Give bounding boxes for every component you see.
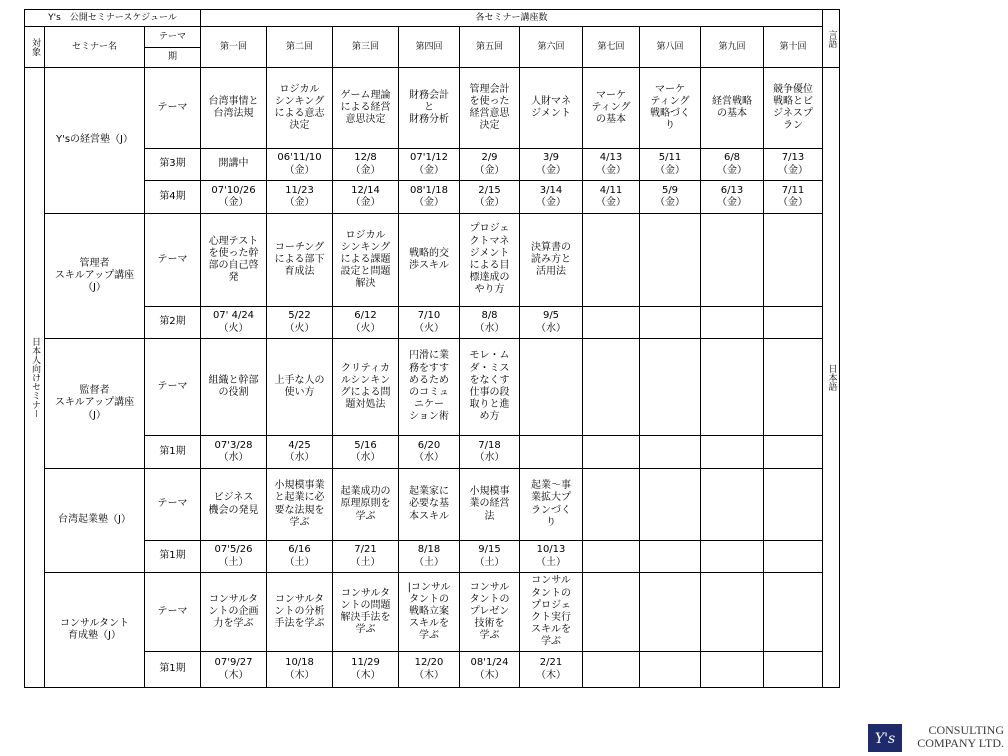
- date-cell: [764, 652, 823, 688]
- theme-row: [25, 68, 840, 149]
- theme-cell: モレ・ム ダ・ミス をなくす 仕事の段 取りと進 め方: [460, 339, 520, 436]
- logo-text: CONSULTING COMPANY LTD.: [917, 723, 1004, 750]
- theme-cell: [640, 469, 701, 541]
- theme-cell: 小規模事業 と起業に必 要な法規を 学ぶ: [267, 469, 333, 541]
- date-cell: [640, 307, 701, 339]
- theme-cell: コンサル タントの プレゼン 技術を 学ぶ: [460, 573, 520, 652]
- date-cell: 07'3/28 （水）: [201, 436, 267, 469]
- date-cell: [701, 436, 764, 469]
- session-header: 第三回: [333, 27, 399, 68]
- theme-cell: コンサル タントの プロジェ クト実行 スキルを 学ぶ: [520, 573, 583, 652]
- theme-header: テーマ: [145, 27, 201, 48]
- date-cell: 5/9 （金）: [640, 181, 701, 214]
- date-cell: 8/8 （水）: [460, 307, 520, 339]
- term-label: 第1期: [145, 541, 201, 573]
- date-cell: [640, 652, 701, 688]
- session-header: 第十回: [764, 27, 823, 68]
- date-cell: 7/11 （金）: [764, 181, 823, 214]
- session-header: 第二回: [267, 27, 333, 68]
- date-cell: 07'9/27 （木）: [201, 652, 267, 688]
- date-cell: 2/15 （金）: [460, 181, 520, 214]
- date-cell: [640, 541, 701, 573]
- term-header: 期: [145, 48, 201, 68]
- theme-cell: ビジネス 機会の発見: [201, 469, 267, 541]
- date-cell: 5/16 （水）: [333, 436, 399, 469]
- date-cell: [583, 652, 640, 688]
- date-cell: [583, 541, 640, 573]
- theme-cell: |コンサル タントの 戦略立案 スキルを 学ぶ: [399, 573, 460, 652]
- date-cell: 8/18 （土）: [399, 541, 460, 573]
- seminar-name: 管理者 スキルアップ講座 （J）: [45, 214, 145, 339]
- session-count-header: 各セミナー講座数: [201, 10, 823, 27]
- session-header: 第四回: [399, 27, 460, 68]
- term-label: 第3期: [145, 149, 201, 181]
- date-cell: 2/21 （木）: [520, 652, 583, 688]
- theme-cell: コンサルタ ントの問題 解決手法を 学ぶ: [333, 573, 399, 652]
- date-cell: 4/13 （金）: [583, 149, 640, 181]
- date-cell: [640, 436, 701, 469]
- date-cell: 07'1/12 （金）: [399, 149, 460, 181]
- theme-label: テーマ: [145, 339, 201, 436]
- theme-cell: 競争優位 戦略とビ ジネスプ ラン: [764, 68, 823, 149]
- session-header: 第七回: [583, 27, 640, 68]
- date-cell: 11/29 （木）: [333, 652, 399, 688]
- date-cell: [764, 436, 823, 469]
- theme-cell: [520, 339, 583, 436]
- session-header: 第八回: [640, 27, 701, 68]
- date-cell: 9/15 （土）: [460, 541, 520, 573]
- date-cell: 08'1/18 （金）: [399, 181, 460, 214]
- header-row-1: [25, 10, 840, 27]
- theme-cell: 小規模事 業の経営 法: [460, 469, 520, 541]
- date-cell: 7/18 （水）: [460, 436, 520, 469]
- theme-label: テーマ: [145, 469, 201, 541]
- session-header: 第六回: [520, 27, 583, 68]
- seminar-name: 監督者 スキルアップ講座 （J）: [45, 339, 145, 469]
- session-header: 第五回: [460, 27, 520, 68]
- seminar-name: 台湾起業塾（J）: [45, 469, 145, 573]
- date-cell: 10/18 （木）: [267, 652, 333, 688]
- theme-cell: 起業～事 業拡大プ ランづく り: [520, 469, 583, 541]
- theme-cell: [701, 339, 764, 436]
- theme-cell: [701, 469, 764, 541]
- theme-cell: [583, 214, 640, 307]
- term-label: 第1期: [145, 652, 201, 688]
- theme-cell: [583, 573, 640, 652]
- date-cell: [701, 307, 764, 339]
- term-label: 第2期: [145, 307, 201, 339]
- date-cell: 6/20 （水）: [399, 436, 460, 469]
- date-cell: 07'5/26 （土）: [201, 541, 267, 573]
- theme-cell: 管理会計 を使った 経営意思 決定: [460, 68, 520, 149]
- theme-cell: マーケ ティング の基本: [583, 68, 640, 149]
- theme-cell: プロジェ クトマネ ジメント による目 標達成の やり方: [460, 214, 520, 307]
- date-cell: 9/5 （水）: [520, 307, 583, 339]
- theme-cell: 組織と幹部 の役割: [201, 339, 267, 436]
- theme-cell: 台湾事情と 台湾法規: [201, 68, 267, 149]
- date-cell: 5/22 （火）: [267, 307, 333, 339]
- logo-mark: Y's: [868, 724, 902, 752]
- date-cell: 07'10/26 （金）: [201, 181, 267, 214]
- theme-cell: マーケ ティング 戦略づく り: [640, 68, 701, 149]
- date-cell: 6/8 （金）: [701, 149, 764, 181]
- date-cell: [583, 307, 640, 339]
- target-header: 対象: [25, 27, 45, 68]
- seminar-schedule-table: [24, 9, 840, 688]
- session-header: 第一回: [201, 27, 267, 68]
- theme-cell: 心理テスト を使った幹 部の自己啓 発: [201, 214, 267, 307]
- term-row: [25, 149, 840, 181]
- theme-cell: [640, 339, 701, 436]
- term-row: [25, 652, 840, 688]
- theme-row: [25, 573, 840, 652]
- theme-cell: [583, 469, 640, 541]
- theme-cell: 戦略的交 渉スキル: [399, 214, 460, 307]
- theme-label: テーマ: [145, 573, 201, 652]
- date-cell: 6/12 （火）: [333, 307, 399, 339]
- date-cell: 12/14 （金）: [333, 181, 399, 214]
- term-row: [25, 436, 840, 469]
- date-cell: 5/11 （金）: [640, 149, 701, 181]
- date-cell: 3/9 （金）: [520, 149, 583, 181]
- date-cell: 7/21 （土）: [333, 541, 399, 573]
- theme-cell: ロジカル シンキング による課題 設定と問題 解決: [333, 214, 399, 307]
- theme-label: テーマ: [145, 68, 201, 149]
- theme-row: [25, 469, 840, 541]
- theme-row: [25, 214, 840, 307]
- seminar-name-header: セミナー名: [45, 27, 145, 68]
- theme-cell: 起業成功の 原理原則を 学ぶ: [333, 469, 399, 541]
- term-row: [25, 541, 840, 573]
- date-cell: 7/13 （金）: [764, 149, 823, 181]
- date-cell: 10/13 （土）: [520, 541, 583, 573]
- date-cell: 4/25 （水）: [267, 436, 333, 469]
- target-cell: 日本人向けセミナー: [25, 68, 45, 688]
- date-cell: 6/16 （土）: [267, 541, 333, 573]
- date-cell: 2/9 （金）: [460, 149, 520, 181]
- term-label: 第1期: [145, 436, 201, 469]
- company-logo: [868, 724, 1003, 752]
- session-header: 第九回: [701, 27, 764, 68]
- term-label: 第4期: [145, 181, 201, 214]
- theme-cell: 起業家に 必要な基 本スキル: [399, 469, 460, 541]
- date-cell: 06'11/10 （金）: [267, 149, 333, 181]
- date-cell: 12/8 （金）: [333, 149, 399, 181]
- date-cell: [583, 436, 640, 469]
- term-row: [25, 307, 840, 339]
- term-row: [25, 181, 840, 214]
- date-cell: 6/13 （金）: [701, 181, 764, 214]
- theme-cell: クリティカ ルシンキン グによる問 題対処法: [333, 339, 399, 436]
- header-row-2: [25, 27, 840, 48]
- theme-label: テーマ: [145, 214, 201, 307]
- date-cell: 3/14 （金）: [520, 181, 583, 214]
- theme-cell: [640, 214, 701, 307]
- date-cell: 07' 4/24 （火）: [201, 307, 267, 339]
- theme-cell: [583, 339, 640, 436]
- date-cell: [764, 307, 823, 339]
- date-cell: 7/10 （火）: [399, 307, 460, 339]
- seminar-name: Y'sの経営塾（J）: [45, 68, 145, 214]
- schedule-title: Y's 公開セミナースケジュール: [25, 10, 201, 27]
- theme-cell: [764, 339, 823, 436]
- date-cell: 12/20 （木）: [399, 652, 460, 688]
- theme-cell: 財務会計 と 財務分析: [399, 68, 460, 149]
- theme-cell: 決算書の 読み方と 活用法: [520, 214, 583, 307]
- theme-cell: コンサルタ ントの分析 手法を学ぶ: [267, 573, 333, 652]
- theme-cell: ロジカル シンキング による意志 決定: [267, 68, 333, 149]
- theme-cell: [701, 214, 764, 307]
- theme-cell: [764, 214, 823, 307]
- theme-cell: [701, 573, 764, 652]
- date-cell: [701, 652, 764, 688]
- date-cell: 4/11 （金）: [583, 181, 640, 214]
- theme-cell: 円滑に業 務をすす めるため のコミュ ニケー ション術: [399, 339, 460, 436]
- language-cell: 日本語: [823, 68, 840, 688]
- date-cell: [520, 436, 583, 469]
- theme-cell: [764, 573, 823, 652]
- date-cell: 11/23 （金）: [267, 181, 333, 214]
- date-cell: [701, 541, 764, 573]
- date-cell: [764, 541, 823, 573]
- language-header: 言語: [823, 10, 840, 68]
- theme-cell: ゲーム理論 による経営 意思決定: [333, 68, 399, 149]
- seminar-name: コンサルタント 育成塾（J）: [45, 573, 145, 688]
- theme-cell: 上手な人の 使い方: [267, 339, 333, 436]
- theme-cell: [640, 573, 701, 652]
- theme-cell: コーチング による部下 育成法: [267, 214, 333, 307]
- date-cell: 開講中: [201, 149, 267, 181]
- theme-row: [25, 339, 840, 436]
- theme-cell: 人財マネ ジメント: [520, 68, 583, 149]
- theme-cell: コンサルタ ントの企画 力を学ぶ: [201, 573, 267, 652]
- date-cell: 08'1/24 （木）: [460, 652, 520, 688]
- theme-cell: 経営戦略 の基本: [701, 68, 764, 149]
- theme-cell: [764, 469, 823, 541]
